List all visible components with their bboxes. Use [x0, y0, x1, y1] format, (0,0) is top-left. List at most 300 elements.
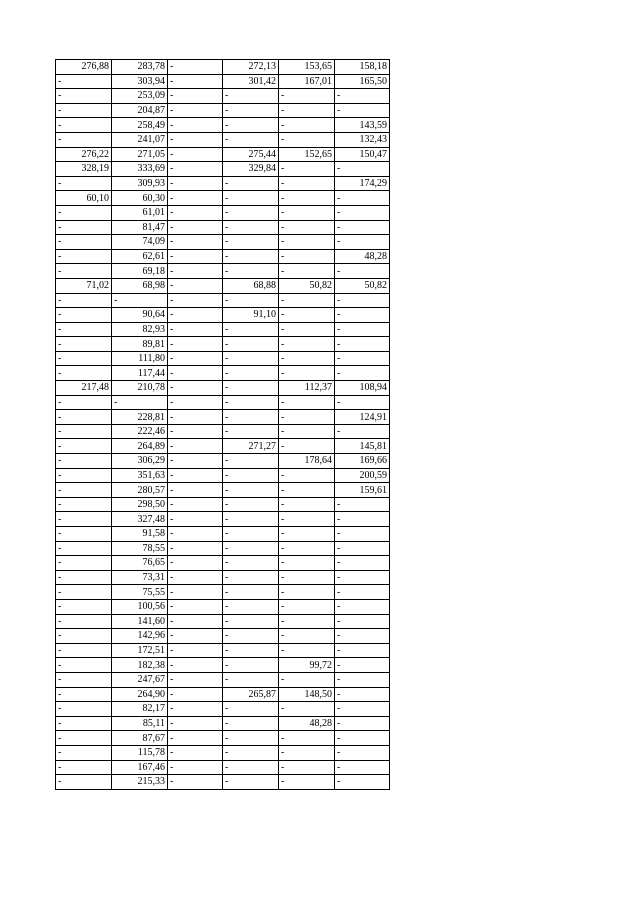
- table-cell: -: [168, 191, 223, 206]
- table-cell: -: [279, 220, 335, 235]
- table-cell: -: [335, 264, 390, 279]
- table-cell: -: [223, 205, 279, 220]
- table-cell: 241,07: [112, 132, 168, 147]
- table-cell: 74,09: [112, 235, 168, 250]
- table-cell: -: [279, 483, 335, 498]
- table-row: [56, 629, 390, 644]
- table-cell: -: [56, 570, 112, 585]
- table-cell: 265,87: [223, 687, 279, 702]
- table-cell: -: [56, 497, 112, 512]
- table-cell: -: [56, 745, 112, 760]
- table-cell: -: [279, 512, 335, 527]
- table-cell: -: [56, 410, 112, 425]
- table-cell: -: [223, 264, 279, 279]
- table-cell: -: [335, 497, 390, 512]
- table-cell: 258,49: [112, 118, 168, 133]
- table-cell: -: [168, 658, 223, 673]
- table-row: [56, 220, 390, 235]
- table-cell: -: [168, 293, 223, 308]
- table-row: [56, 512, 390, 527]
- table-cell: -: [223, 483, 279, 498]
- table-cell: -: [168, 308, 223, 323]
- table-row: [56, 366, 390, 381]
- table-cell: -: [279, 308, 335, 323]
- table-cell: 75,55: [112, 585, 168, 600]
- table-cell: -: [279, 672, 335, 687]
- table-cell: -: [335, 570, 390, 585]
- table-row: [56, 614, 390, 629]
- table-cell: -: [56, 527, 112, 542]
- table-cell: 271,05: [112, 147, 168, 162]
- table-cell: -: [56, 103, 112, 118]
- table-cell: -: [335, 760, 390, 775]
- table-cell: -: [168, 176, 223, 191]
- table-cell: -: [56, 687, 112, 702]
- table-cell: -: [168, 570, 223, 585]
- table-cell: -: [56, 293, 112, 308]
- table-cell: -: [223, 760, 279, 775]
- table-cell: 280,57: [112, 483, 168, 498]
- table-cell: -: [168, 760, 223, 775]
- table-cell: 60,10: [56, 191, 112, 206]
- table-cell: -: [168, 118, 223, 133]
- table-cell: -: [168, 381, 223, 396]
- table-cell: -: [279, 760, 335, 775]
- table-cell: -: [168, 147, 223, 162]
- table-cell: 62,61: [112, 249, 168, 264]
- table-cell: -: [223, 191, 279, 206]
- table-cell: -: [168, 132, 223, 147]
- table-cell: -: [279, 585, 335, 600]
- table-cell: -: [335, 293, 390, 308]
- table-row: [56, 599, 390, 614]
- table-cell: -: [279, 556, 335, 571]
- table-cell: 228,81: [112, 410, 168, 425]
- table-cell: -: [168, 264, 223, 279]
- table-cell: -: [335, 322, 390, 337]
- table-row: [56, 249, 390, 264]
- table-cell: 309,93: [112, 176, 168, 191]
- table-cell: -: [223, 614, 279, 629]
- table-row: [56, 556, 390, 571]
- table-cell: -: [335, 541, 390, 556]
- table-cell: -: [223, 716, 279, 731]
- table-cell: -: [56, 760, 112, 775]
- table-cell: -: [56, 454, 112, 469]
- table-cell: 108,94: [335, 381, 390, 396]
- table-cell: -: [223, 599, 279, 614]
- table-cell: 253,09: [112, 89, 168, 104]
- table-cell: -: [335, 89, 390, 104]
- table-cell: -: [168, 527, 223, 542]
- table-cell: -: [279, 235, 335, 250]
- table-cell: 329,84: [223, 162, 279, 177]
- table-cell: 148,50: [279, 687, 335, 702]
- table-cell: -: [279, 293, 335, 308]
- table-cell: -: [168, 235, 223, 250]
- table-cell: 276,88: [56, 60, 112, 75]
- table-cell: -: [335, 527, 390, 542]
- table-cell: -: [279, 643, 335, 658]
- table-cell: -: [223, 672, 279, 687]
- table-cell: -: [56, 322, 112, 337]
- table-row: [56, 191, 390, 206]
- table-cell: -: [168, 585, 223, 600]
- table-cell: -: [335, 629, 390, 644]
- table-cell: -: [56, 731, 112, 746]
- table-cell: 167,46: [112, 760, 168, 775]
- table-row: [56, 337, 390, 352]
- table-row: [56, 454, 390, 469]
- table-cell: -: [56, 74, 112, 89]
- table-row: [56, 439, 390, 454]
- table-cell: 61,01: [112, 205, 168, 220]
- table-cell: -: [168, 629, 223, 644]
- table-cell: 169,66: [335, 454, 390, 469]
- table-cell: -: [168, 337, 223, 352]
- table-cell: -: [335, 235, 390, 250]
- table-cell: 50,82: [279, 278, 335, 293]
- table-cell: -: [168, 745, 223, 760]
- table-cell: 124,91: [335, 410, 390, 425]
- table-row: [56, 162, 390, 177]
- table-cell: -: [168, 672, 223, 687]
- table-cell: -: [335, 512, 390, 527]
- table-cell: 204,87: [112, 103, 168, 118]
- table-cell: -: [279, 629, 335, 644]
- table-row: [56, 205, 390, 220]
- table-cell: -: [279, 745, 335, 760]
- table-row: [56, 176, 390, 191]
- table-cell: -: [56, 337, 112, 352]
- table-cell: 50,82: [335, 278, 390, 293]
- table-row: [56, 395, 390, 410]
- table-cell: -: [56, 468, 112, 483]
- table-cell: -: [223, 381, 279, 396]
- table-cell: 99,72: [279, 658, 335, 673]
- table-cell: -: [223, 731, 279, 746]
- table-cell: -: [56, 614, 112, 629]
- table-row: [56, 483, 390, 498]
- table-row: [56, 293, 390, 308]
- table-row: [56, 541, 390, 556]
- table-row: [56, 716, 390, 731]
- table-cell: -: [56, 439, 112, 454]
- table-cell: 141,60: [112, 614, 168, 629]
- table-row: [56, 132, 390, 147]
- table-cell: -: [56, 775, 112, 790]
- table-cell: -: [56, 512, 112, 527]
- table-row: [56, 687, 390, 702]
- table-cell: -: [279, 118, 335, 133]
- table-cell: -: [168, 775, 223, 790]
- table-cell: -: [168, 205, 223, 220]
- table-cell: 172,51: [112, 643, 168, 658]
- table-cell: -: [56, 541, 112, 556]
- table-cell: 283,78: [112, 60, 168, 75]
- table-cell: -: [335, 366, 390, 381]
- table-row: [56, 147, 390, 162]
- table-cell: 48,28: [279, 716, 335, 731]
- table-cell: -: [168, 541, 223, 556]
- table-row: [56, 74, 390, 89]
- table-cell: 132,43: [335, 132, 390, 147]
- table-cell: -: [279, 541, 335, 556]
- table-cell: -: [56, 629, 112, 644]
- table-cell: -: [279, 89, 335, 104]
- table-cell: -: [168, 351, 223, 366]
- table-cell: 247,67: [112, 672, 168, 687]
- table-cell: -: [168, 614, 223, 629]
- table-cell: -: [223, 629, 279, 644]
- table-cell: -: [335, 220, 390, 235]
- table-body: [56, 60, 390, 790]
- table-cell: -: [223, 366, 279, 381]
- table-cell: 303,94: [112, 74, 168, 89]
- table-cell: -: [56, 716, 112, 731]
- table-cell: -: [279, 599, 335, 614]
- table-cell: -: [335, 395, 390, 410]
- table-cell: 85,11: [112, 716, 168, 731]
- table-cell: -: [335, 308, 390, 323]
- table-cell: 71,02: [56, 278, 112, 293]
- table-row: [56, 775, 390, 790]
- table-cell: -: [168, 468, 223, 483]
- table-cell: -: [279, 366, 335, 381]
- table-row: [56, 643, 390, 658]
- table-cell: -: [56, 264, 112, 279]
- table-row: [56, 745, 390, 760]
- table-cell: -: [335, 614, 390, 629]
- table-cell: 111,80: [112, 351, 168, 366]
- table-cell: 48,28: [335, 249, 390, 264]
- table-cell: 165,50: [335, 74, 390, 89]
- table-cell: -: [223, 512, 279, 527]
- table-cell: 115,78: [112, 745, 168, 760]
- table-cell: 159,61: [335, 483, 390, 498]
- table-cell: -: [279, 497, 335, 512]
- table-cell: -: [56, 556, 112, 571]
- table-cell: 327,48: [112, 512, 168, 527]
- table-row: [56, 264, 390, 279]
- table-cell: 167,01: [279, 74, 335, 89]
- table-cell: -: [335, 205, 390, 220]
- table-cell: 143,59: [335, 118, 390, 133]
- table-cell: -: [56, 308, 112, 323]
- table-cell: -: [168, 410, 223, 425]
- table-cell: 117,44: [112, 366, 168, 381]
- table-cell: 76,65: [112, 556, 168, 571]
- table-cell: 91,58: [112, 527, 168, 542]
- table-cell: -: [168, 716, 223, 731]
- table-cell: -: [279, 468, 335, 483]
- table-cell: -: [168, 512, 223, 527]
- table-cell: -: [279, 424, 335, 439]
- table-cell: 301,42: [223, 74, 279, 89]
- table-cell: -: [168, 249, 223, 264]
- table-cell: -: [335, 424, 390, 439]
- table-cell: 174,29: [335, 176, 390, 191]
- table-cell: 81,47: [112, 220, 168, 235]
- table-row: [56, 585, 390, 600]
- table-row: [56, 410, 390, 425]
- table-cell: -: [56, 585, 112, 600]
- table-cell: -: [335, 556, 390, 571]
- table-cell: -: [223, 643, 279, 658]
- table-cell: 272,13: [223, 60, 279, 75]
- table-cell: -: [335, 599, 390, 614]
- table-cell: -: [56, 658, 112, 673]
- table-cell: -: [168, 278, 223, 293]
- table-row: [56, 308, 390, 323]
- table-cell: -: [223, 176, 279, 191]
- table-cell: -: [335, 775, 390, 790]
- table-cell: -: [223, 103, 279, 118]
- table-cell: -: [223, 527, 279, 542]
- table-cell: -: [335, 162, 390, 177]
- table-cell: -: [223, 249, 279, 264]
- table-cell: -: [335, 672, 390, 687]
- table-cell: -: [56, 483, 112, 498]
- table-cell: -: [279, 775, 335, 790]
- table-cell: -: [56, 395, 112, 410]
- table-cell: -: [279, 527, 335, 542]
- table-cell: -: [223, 424, 279, 439]
- table-cell: -: [279, 731, 335, 746]
- table-cell: -: [279, 103, 335, 118]
- table-cell: 90,64: [112, 308, 168, 323]
- table-cell: -: [56, 132, 112, 147]
- table-cell: 89,81: [112, 337, 168, 352]
- table-cell: -: [56, 643, 112, 658]
- table-cell: 298,50: [112, 497, 168, 512]
- table-cell: -: [223, 235, 279, 250]
- table-cell: -: [56, 672, 112, 687]
- table-cell: 100,56: [112, 599, 168, 614]
- table-cell: 264,90: [112, 687, 168, 702]
- table-cell: 142,96: [112, 629, 168, 644]
- table-cell: 91,10: [223, 308, 279, 323]
- table-cell: -: [223, 454, 279, 469]
- table-cell: -: [168, 731, 223, 746]
- table-cell: 150,47: [335, 147, 390, 162]
- table-cell: -: [279, 162, 335, 177]
- table-cell: -: [168, 366, 223, 381]
- table-cell: 215,33: [112, 775, 168, 790]
- table-cell: 351,63: [112, 468, 168, 483]
- table-cell: -: [168, 439, 223, 454]
- table-cell: -: [223, 775, 279, 790]
- table-cell: -: [56, 599, 112, 614]
- table-cell: -: [56, 249, 112, 264]
- table-cell: -: [279, 176, 335, 191]
- table-cell: 200,59: [335, 468, 390, 483]
- table-cell: 271,27: [223, 439, 279, 454]
- table-cell: -: [168, 687, 223, 702]
- table-cell: -: [223, 468, 279, 483]
- table-cell: -: [335, 731, 390, 746]
- table-cell: -: [56, 235, 112, 250]
- table-cell: -: [112, 293, 168, 308]
- table-cell: 69,18: [112, 264, 168, 279]
- table-row: [56, 103, 390, 118]
- table-cell: -: [335, 687, 390, 702]
- table-row: [56, 497, 390, 512]
- table-row: [56, 381, 390, 396]
- table-cell: -: [335, 658, 390, 673]
- table-cell: 178,64: [279, 454, 335, 469]
- table-cell: -: [168, 556, 223, 571]
- table-row: [56, 468, 390, 483]
- table-cell: -: [335, 103, 390, 118]
- table-cell: -: [168, 454, 223, 469]
- table-cell: -: [168, 599, 223, 614]
- table-cell: 333,69: [112, 162, 168, 177]
- table-cell: -: [168, 395, 223, 410]
- table-cell: 112,37: [279, 381, 335, 396]
- table-cell: 68,98: [112, 278, 168, 293]
- table-cell: -: [279, 439, 335, 454]
- table-cell: -: [335, 643, 390, 658]
- table-cell: -: [168, 162, 223, 177]
- price-table: [55, 59, 390, 790]
- table-row: [56, 731, 390, 746]
- table-cell: -: [223, 585, 279, 600]
- table-cell: -: [223, 745, 279, 760]
- table-cell: 210,78: [112, 381, 168, 396]
- table-cell: -: [223, 351, 279, 366]
- table-cell: -: [223, 132, 279, 147]
- table-cell: 222,46: [112, 424, 168, 439]
- table-cell: -: [279, 249, 335, 264]
- table-cell: -: [335, 745, 390, 760]
- table-cell: -: [223, 293, 279, 308]
- table-cell: -: [223, 337, 279, 352]
- table-cell: -: [223, 395, 279, 410]
- table-row: [56, 672, 390, 687]
- table-cell: 275,44: [223, 147, 279, 162]
- table-cell: 73,31: [112, 570, 168, 585]
- table-cell: -: [223, 556, 279, 571]
- table-cell: -: [223, 497, 279, 512]
- table-cell: -: [279, 702, 335, 717]
- table-cell: -: [279, 205, 335, 220]
- table-cell: -: [279, 351, 335, 366]
- table-row: [56, 702, 390, 717]
- table-cell: -: [223, 118, 279, 133]
- table-cell: -: [168, 220, 223, 235]
- table-cell: -: [335, 585, 390, 600]
- table-cell: -: [279, 614, 335, 629]
- table-row: [56, 235, 390, 250]
- table-cell: -: [56, 205, 112, 220]
- table-cell: -: [56, 118, 112, 133]
- table-cell: 264,89: [112, 439, 168, 454]
- table-cell: 328,19: [56, 162, 112, 177]
- table-cell: -: [279, 132, 335, 147]
- table-cell: -: [223, 702, 279, 717]
- table-cell: -: [56, 89, 112, 104]
- table-cell: -: [56, 176, 112, 191]
- table-cell: -: [168, 60, 223, 75]
- table-row: [56, 322, 390, 337]
- table-cell: 145,81: [335, 439, 390, 454]
- table-cell: -: [168, 74, 223, 89]
- table-cell: -: [335, 716, 390, 731]
- table-row: [56, 118, 390, 133]
- table-cell: -: [168, 497, 223, 512]
- table-cell: 153,65: [279, 60, 335, 75]
